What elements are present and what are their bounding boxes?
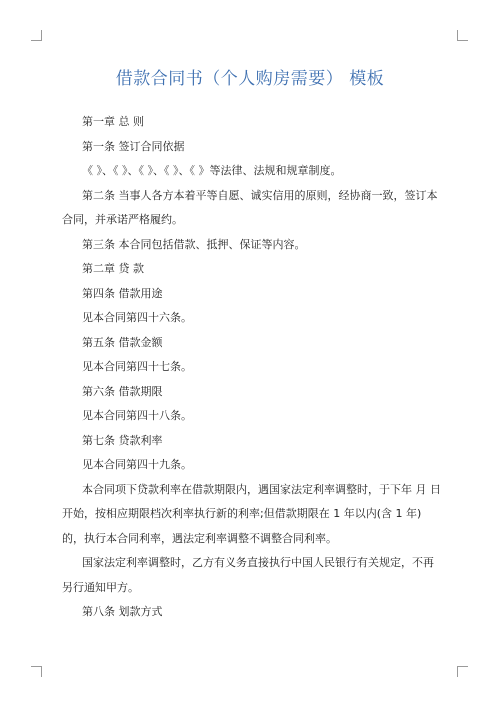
crop-mark-bottom-right xyxy=(457,666,468,677)
crop-mark-top-left xyxy=(31,30,42,41)
article-8-heading: 第八条 划款方式 xyxy=(82,605,163,618)
article-7-text: 见本合同第四十九条。 xyxy=(82,458,192,471)
article-5-text: 见本合同第四十七条。 xyxy=(82,360,192,373)
crop-mark-top-right xyxy=(457,30,468,41)
article-2-text: 第二条 当事人各方本着平等自愿、诚实信用的原则，经协商一致，签订本合同，并承诺严格履约。 xyxy=(62,188,438,226)
heading-chapter-1: 第一章 总 则 xyxy=(82,115,144,128)
article-3-text: 第三条 本合同包括借款、抵押、保证等内容。 xyxy=(82,237,306,251)
article-4-text: 见本合同第四十六条。 xyxy=(82,311,192,324)
interest-rate-paragraph: 本合同项下贷款利率在借款期限内，遇国家法定利率调整时，于下年 月 日开始，按相应期限档次利率执行新的利率;但借款期限在 1 年以内(含 1 年)的，执行本合同利率，遇法定利率调整不调整合同利率。 xyxy=(62,482,441,545)
article-4-heading: 第四条 借款用途 xyxy=(82,286,163,300)
article-6-text: 见本合同第四十八条。 xyxy=(82,409,192,422)
article-6-heading: 第六条 借款期限 xyxy=(82,384,163,398)
heading-chapter-2: 第二章 贷 款 xyxy=(82,262,144,275)
document-title: 借款合同书（个人购房需要） 模板 xyxy=(115,69,385,89)
article-7-heading: 第七条 贷款利率 xyxy=(82,433,163,447)
rate-adjustment-paragraph: 国家法定利率调整时，乙方有义务直接执行中国人民银行有关规定，不再另行通知甲方。 xyxy=(62,556,434,594)
crop-mark-bottom-left xyxy=(31,666,42,677)
article-5-heading: 第五条 借款金额 xyxy=(82,335,163,349)
article-1-heading: 第一条 签订合同依据 xyxy=(82,139,185,153)
article-1-text: 《 》、《 》、《 》、《 》、《 》等法律、法规和规章制度。 xyxy=(82,164,342,177)
document-body xyxy=(62,110,442,625)
